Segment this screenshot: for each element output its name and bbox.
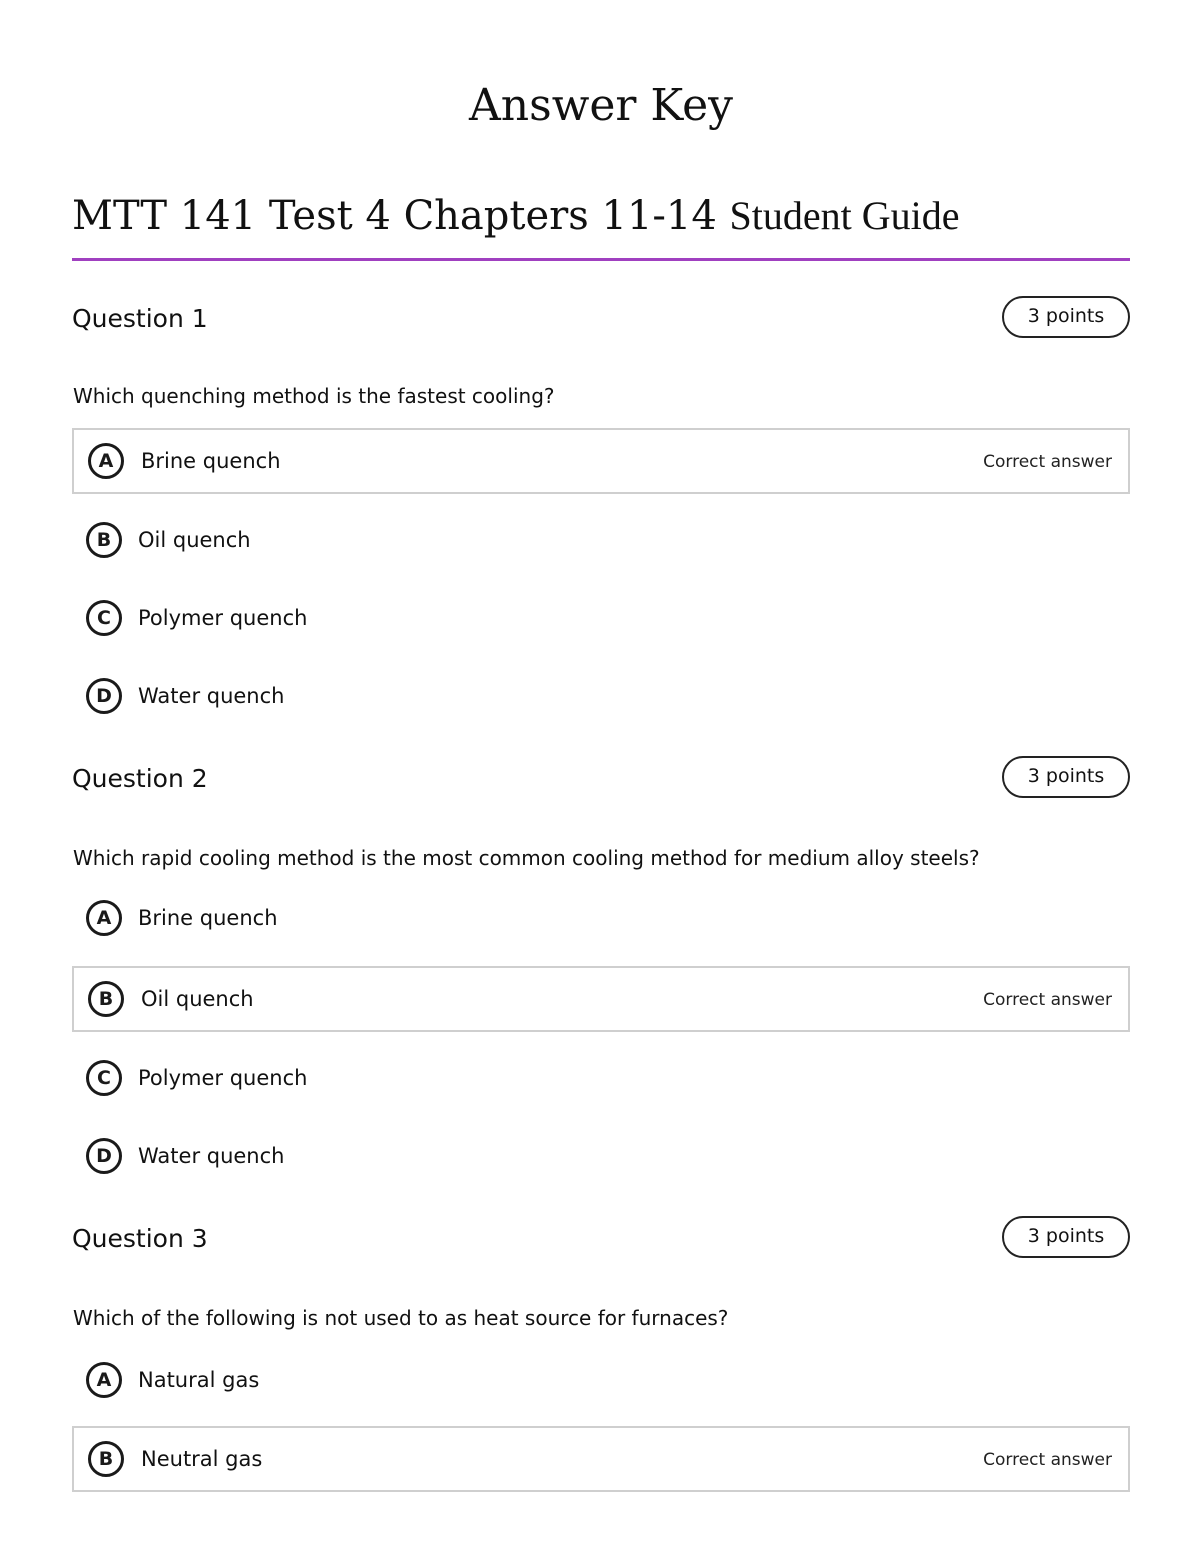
option-text: Water quench [138, 1144, 285, 1168]
question-1 [72, 296, 1130, 708]
question-title: Question 2 [72, 764, 208, 793]
answer-option [72, 664, 1130, 730]
answer-key-heading: Answer Key [469, 80, 733, 131]
answer-option [72, 1046, 1130, 1112]
answer-option-correct [72, 966, 1130, 1032]
document-title-sub: Student Guide [729, 193, 960, 238]
correct-answer-label: Correct answer [983, 452, 1112, 472]
question-header [72, 1216, 1130, 1262]
option-text: Brine quench [138, 906, 278, 930]
option-letter-icon: C [86, 600, 122, 636]
points-badge: 3 points [1002, 296, 1130, 338]
option-letter-icon: A [88, 443, 124, 479]
option-text: Natural gas [138, 1368, 260, 1392]
option-text: Oil quench [138, 528, 251, 552]
answer-option-correct [72, 1426, 1130, 1492]
question-header [72, 756, 1130, 802]
option-letter-icon: D [86, 678, 122, 714]
answer-option [72, 1124, 1130, 1190]
answer-option [72, 1348, 1130, 1414]
title-divider [72, 258, 1130, 261]
answer-option [72, 508, 1130, 574]
answer-option [72, 886, 1130, 952]
question-3 [72, 1216, 1130, 1471]
correct-answer-label: Correct answer [983, 1450, 1112, 1470]
answer-option [72, 586, 1130, 652]
option-letter-icon: C [86, 1060, 122, 1096]
question-title: Question 1 [72, 304, 208, 333]
option-letter-icon: B [88, 1441, 124, 1477]
option-letter-icon: D [86, 1138, 122, 1174]
document-title-main: MTT 141 Test 4 Chapters 11-14 [72, 193, 717, 239]
points-badge: 3 points [1002, 756, 1130, 798]
points-badge: 3 points [1002, 1216, 1130, 1258]
option-text: Neutral gas [141, 1447, 263, 1471]
option-text: Oil quench [141, 987, 254, 1011]
option-text: Water quench [138, 684, 285, 708]
question-text: Which rapid cooling method is the most common cooling method for medium alloy steels? [73, 846, 980, 870]
question-2 [72, 756, 1130, 1168]
option-text: Polymer quench [138, 1066, 308, 1090]
option-letter-icon: B [88, 981, 124, 1017]
option-text: Brine quench [141, 449, 281, 473]
option-letter-icon: A [86, 1362, 122, 1398]
question-text: Which of the following is not used to as heat source for furnaces? [73, 1306, 729, 1330]
document-title [72, 190, 960, 242]
question-title: Question 3 [72, 1224, 208, 1253]
option-letter-icon: B [86, 522, 122, 558]
option-letter-icon: A [86, 900, 122, 936]
question-text: Which quenching method is the fastest cooling? [73, 384, 555, 408]
option-text: Polymer quench [138, 606, 308, 630]
answer-option-correct [72, 428, 1130, 494]
correct-answer-label: Correct answer [983, 990, 1112, 1010]
question-header [72, 296, 1130, 342]
